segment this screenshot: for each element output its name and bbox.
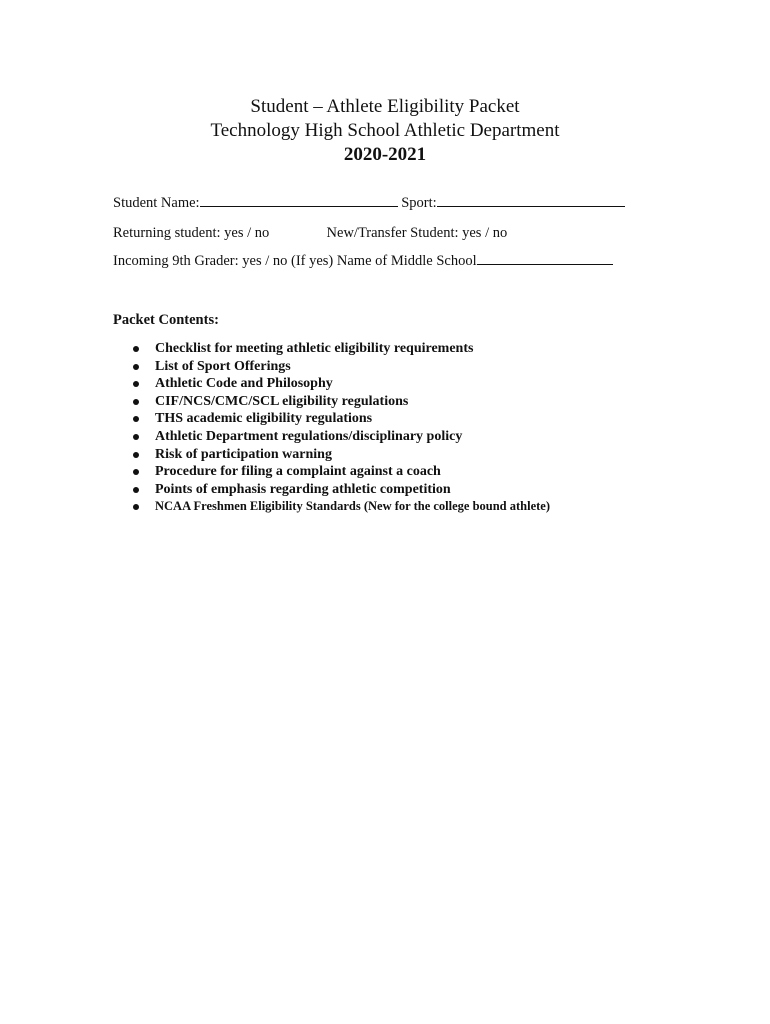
school-year: 2020-2021 xyxy=(343,144,427,165)
list-item: Points of emphasis regarding athletic competition xyxy=(113,481,550,499)
sport-field[interactable] xyxy=(437,194,625,207)
incoming-label: Incoming 9th Grader: xyxy=(113,253,239,269)
list-item: Risk of participation warning xyxy=(113,446,550,464)
list-item: Athletic Department regulations/disciplinary policy xyxy=(113,428,550,446)
student-name-label: Student Name: xyxy=(113,195,200,211)
bullet-icon xyxy=(133,452,139,458)
packet-title: Student – Athlete Eligibility Packet xyxy=(250,96,520,117)
bullet-icon xyxy=(133,504,139,510)
list-item: NCAA Freshmen Eligibility Standards (New for the college bound athlete) xyxy=(113,498,550,516)
transfer-label: New/Transfer Student: xyxy=(326,225,459,241)
list-item: THS academic eligibility regulations xyxy=(113,410,550,428)
bullet-icon xyxy=(133,346,139,352)
returning-row xyxy=(113,225,507,242)
returning-options[interactable]: yes / no xyxy=(224,225,270,241)
list-item: List of Sport Offerings xyxy=(113,358,550,376)
packet-contents-list xyxy=(113,340,550,516)
returning-label: Returning student: xyxy=(113,225,221,241)
bullet-icon xyxy=(133,416,139,422)
list-item: Procedure for filing a complaint against a coach xyxy=(113,463,550,481)
student-name-field[interactable] xyxy=(200,194,398,207)
list-item: CIF/NCS/CMC/SCL eligibility regulations xyxy=(113,393,550,411)
incoming-options[interactable]: yes / no (If yes) Name of Middle School xyxy=(242,253,477,269)
list-item: Athletic Code and Philosophy xyxy=(113,375,550,393)
list-item: Checklist for meeting athletic eligibility requirements xyxy=(113,340,550,358)
incoming-row xyxy=(113,252,613,270)
packet-contents-heading: Packet Contents: xyxy=(113,312,219,328)
bullet-icon xyxy=(133,487,139,493)
sport-label: Sport: xyxy=(401,195,437,211)
student-name-row xyxy=(113,194,625,212)
bullet-icon xyxy=(133,399,139,405)
bullet-icon xyxy=(133,469,139,475)
department-title: Technology High School Athletic Department xyxy=(210,120,560,141)
title-block xyxy=(0,95,770,167)
bullet-icon xyxy=(133,381,139,387)
transfer-options[interactable]: yes / no xyxy=(462,225,508,241)
bullet-icon xyxy=(133,364,139,370)
bullet-icon xyxy=(133,434,139,440)
middle-school-field[interactable] xyxy=(477,252,613,265)
